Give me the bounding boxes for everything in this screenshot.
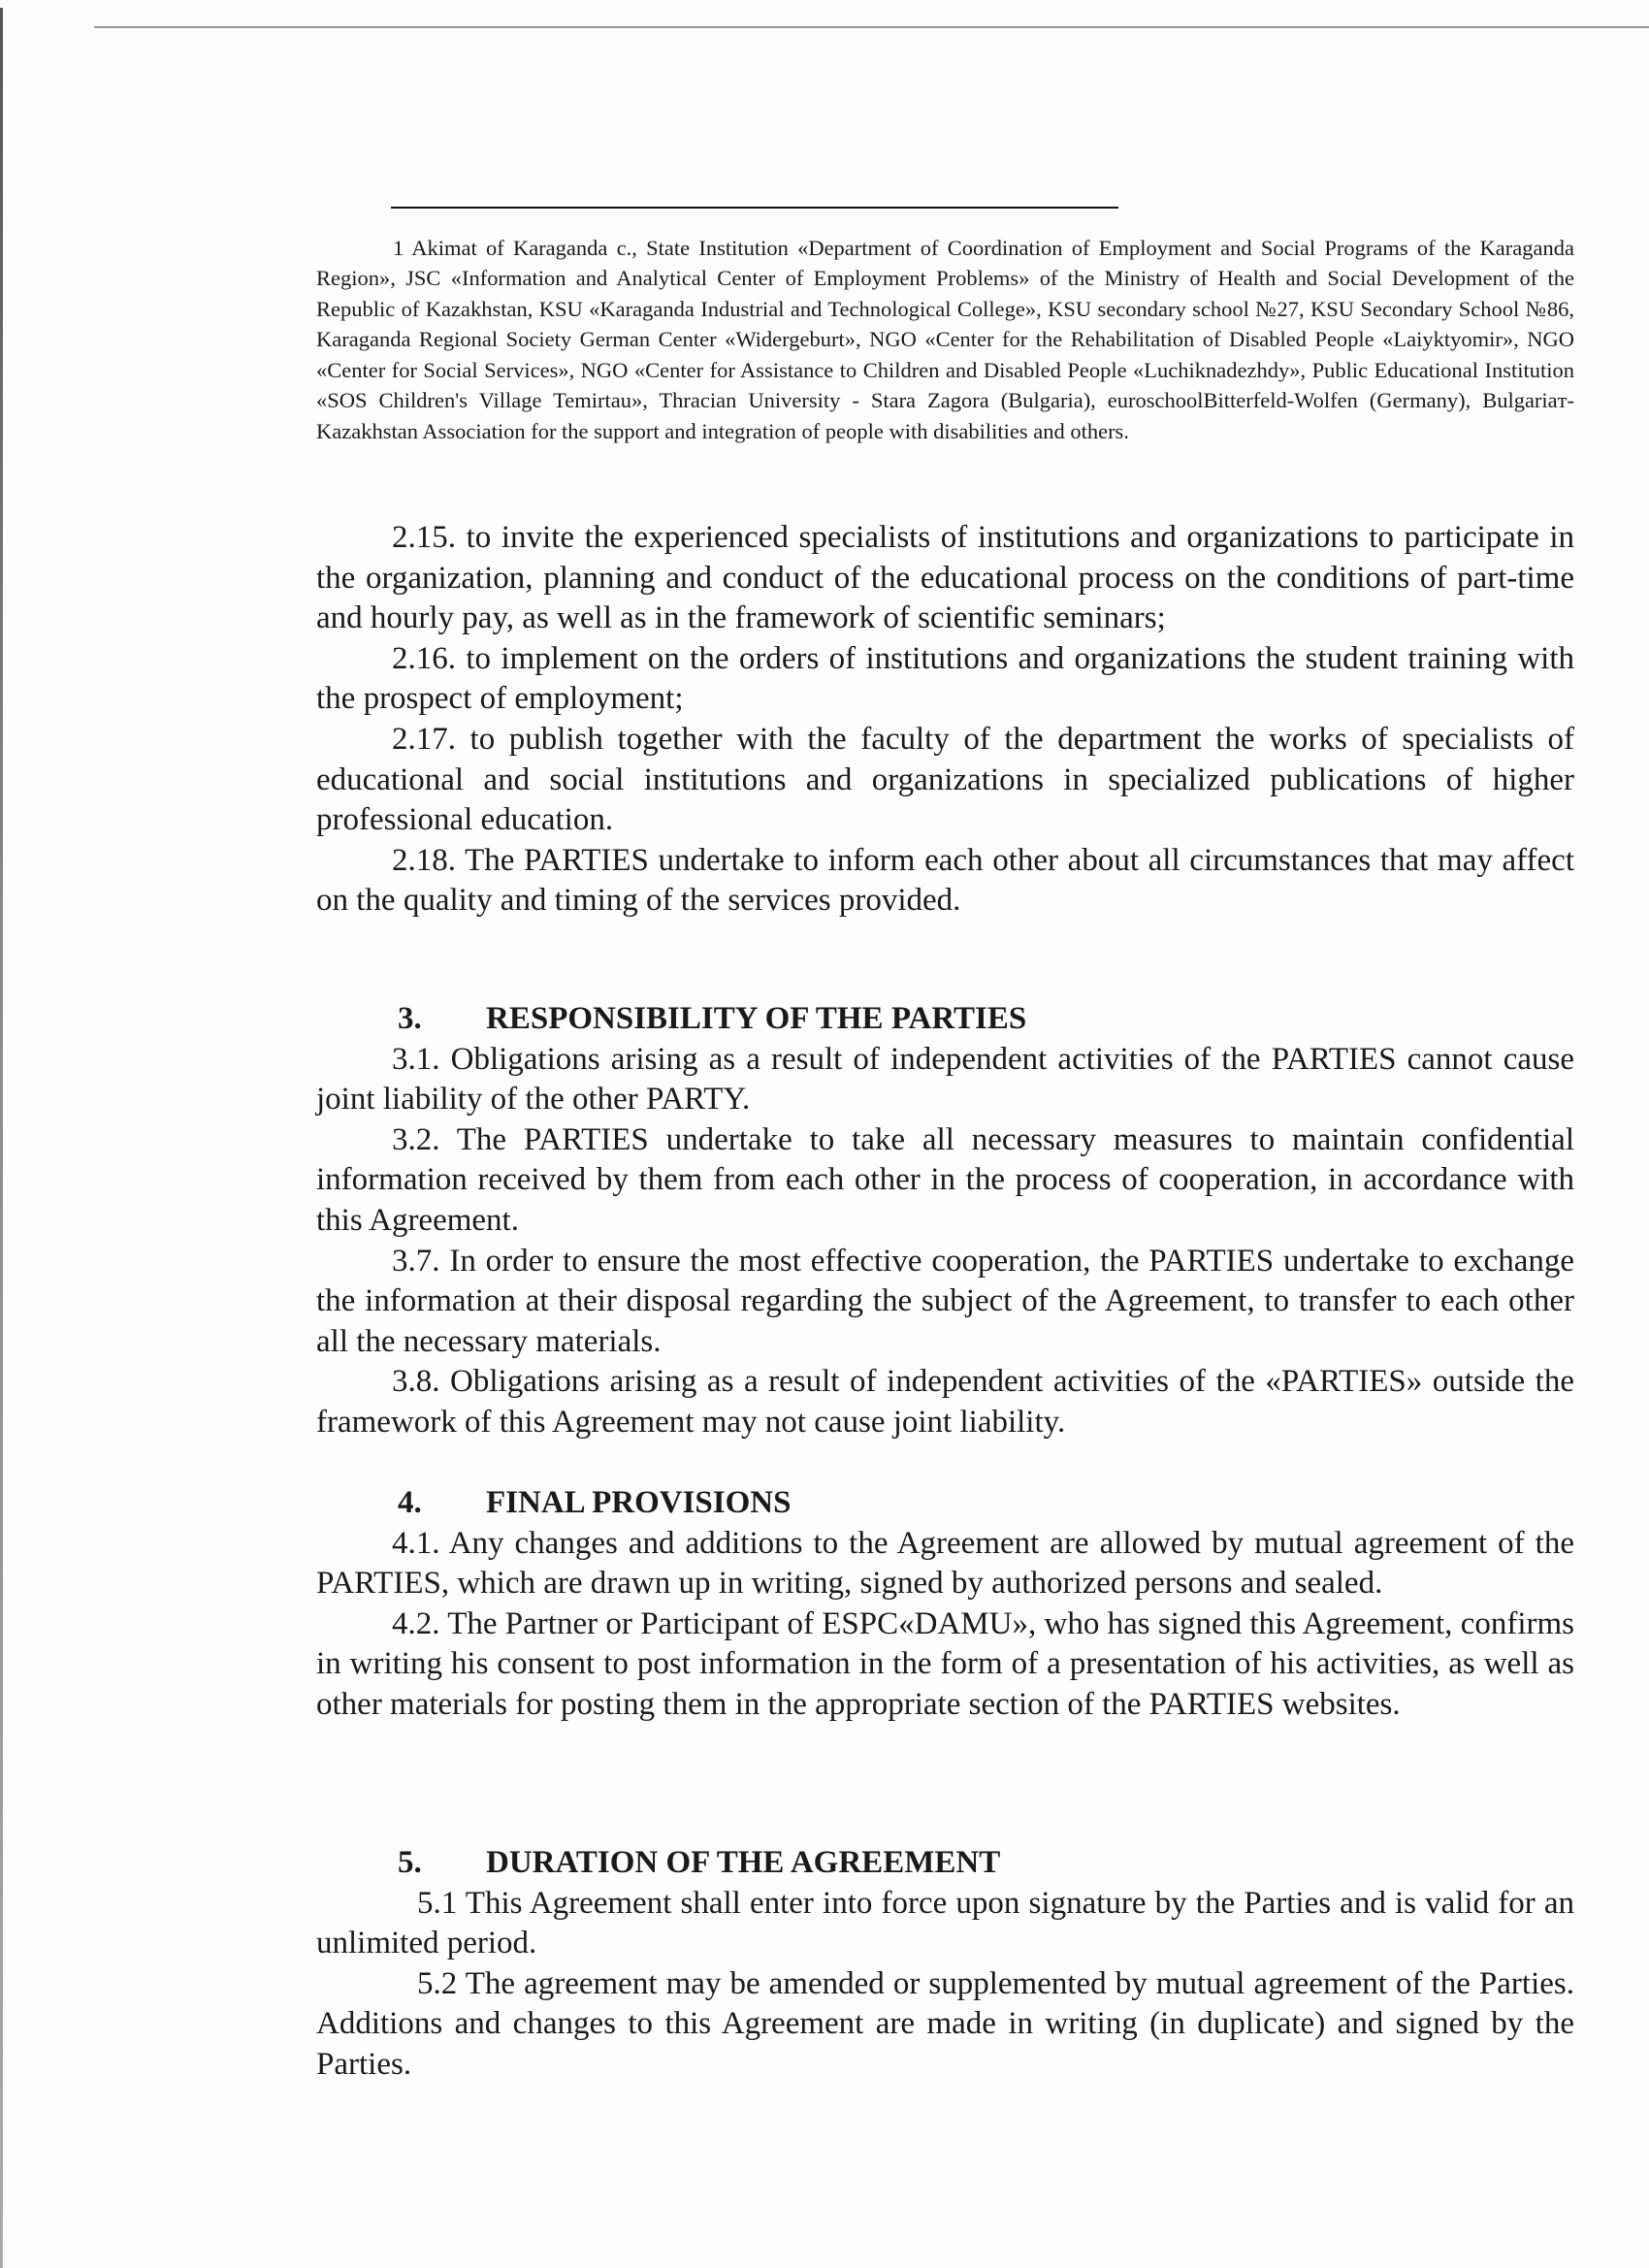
clause-2-16: 2.16. to implement on the orders of institutions and organizations the student training with the prospect of employment; xyxy=(316,640,1574,717)
footnote: 1 Akimat of Karaganda c., State Institution «Department of Coordination of Employment and Social Programs of the Karaganda Region», JSC «Information and Analytical Center of Employment Problems» of the Ministry of Health and Social Development of the Republic of Kazakhstan, KSU «Karaganda Industrial and Technological College», KSU secondary school №27, KSU Secondary School №86, Karaganda Regional Society German Center «Widergeburt», NGO «Center for the Rehabilitation of Disabled People «Laiyktyomir», NGO «Center for Social Services», NGO «Center for Assistance to Children and Disabled People «Luchiknadezhdy», Public Educational Institution «SOS Children's Village Temirtau», Thracian University - Stara Zagora (Bulgaria), euroschoolBitterfeld-Wolfen (Germany), Bulgariaт-Kazakhstan Association for the support and integration of people with disabilities and others. xyxy=(316,235,1574,443)
section-3 xyxy=(316,999,1574,1443)
section-3-title: RESPONSIBILITY OF THE PARTIES xyxy=(486,1001,1027,1036)
section-3-number: 3. xyxy=(398,1001,422,1036)
clause-2-15: 2.15. to invite the experienced specialists of institutions and organizations to participate in the organization, planning and conduct of the educational process on the conditions of part-time and hourly pay, as well as in the framework of scientific seminars; xyxy=(316,520,1574,636)
clause-4-2: 4.2. The Partner or Participant of ESPC«DAMU», who has signed this Agreement, confirms in writing his consent to post information in the form of a presentation of his activities, as well as other materials for posting them in the appropriate section of the PARTIES websites. xyxy=(316,1605,1574,1722)
section-3-heading xyxy=(316,999,1574,1040)
clause-3-7: 3.7. In order to ensure the most effective cooperation, the PARTIES undertake to exchange the information at their disposal regarding the subject of the Agreement, to transfer to each other all the necessary materials. xyxy=(316,1243,1574,1359)
section-4-title: FINAL PROVISIONS xyxy=(486,1485,792,1520)
clause-4-1: 4.1. Any changes and additions to the Agreement are allowed by mutual agreement of the PARTIES, which are drawn up in writing, signed by authorized persons and sealed. xyxy=(316,1525,1574,1602)
clause-3-1: 3.1. Obligations arising as a result of independent activities of the PARTIES cannot cause joint liability of the other PARTY. xyxy=(316,1041,1574,1118)
clause-3-2: 3.2. The PARTIES undertake to take all necessary measures to maintain confidential information received by them from each other in the process of cooperation, in accordance with this Agreement. xyxy=(316,1121,1574,1238)
section-5-title: DURATION OF THE AGREEMENT xyxy=(486,1845,1001,1880)
section-5-number: 5. xyxy=(398,1845,422,1880)
clause-5-2: 5.2 The agreement may be amended or supplemented by mutual agreement of the Parties. Additions and changes to this Agreement are made in writing (in duplicate) and signed by the Parties. xyxy=(316,1965,1574,2082)
footnote-separator xyxy=(391,207,1118,209)
scan-edge-top xyxy=(94,26,1649,28)
section-4-number: 4. xyxy=(398,1485,422,1520)
clause-2-18: 2.18. The PARTIES undertake to inform each other about all circumstances that may affect on the quality and timing of the services provided. xyxy=(316,842,1574,919)
section-5 xyxy=(316,1843,1574,2086)
clause-3-8: 3.8. Obligations arising as a result of independent activities of the «PARTIES» outside the framework of this Agreement may not cause joint liability. xyxy=(316,1364,1574,1440)
section-4 xyxy=(316,1483,1574,1726)
section-4-heading xyxy=(316,1483,1574,1524)
clause-5-1: 5.1 This Agreement shall enter into force upon signature by the Parties and is valid for an unlimited period. xyxy=(316,1885,1574,1961)
scan-edge-left xyxy=(0,8,3,2268)
section-5-heading xyxy=(316,1843,1574,1884)
section-2-continued xyxy=(316,518,1574,922)
clause-2-17: 2.17. to publish together with the faculty of the department the works of specialists of educational and social institutions and organizations in specialized publications of higher professional education. xyxy=(316,721,1574,838)
